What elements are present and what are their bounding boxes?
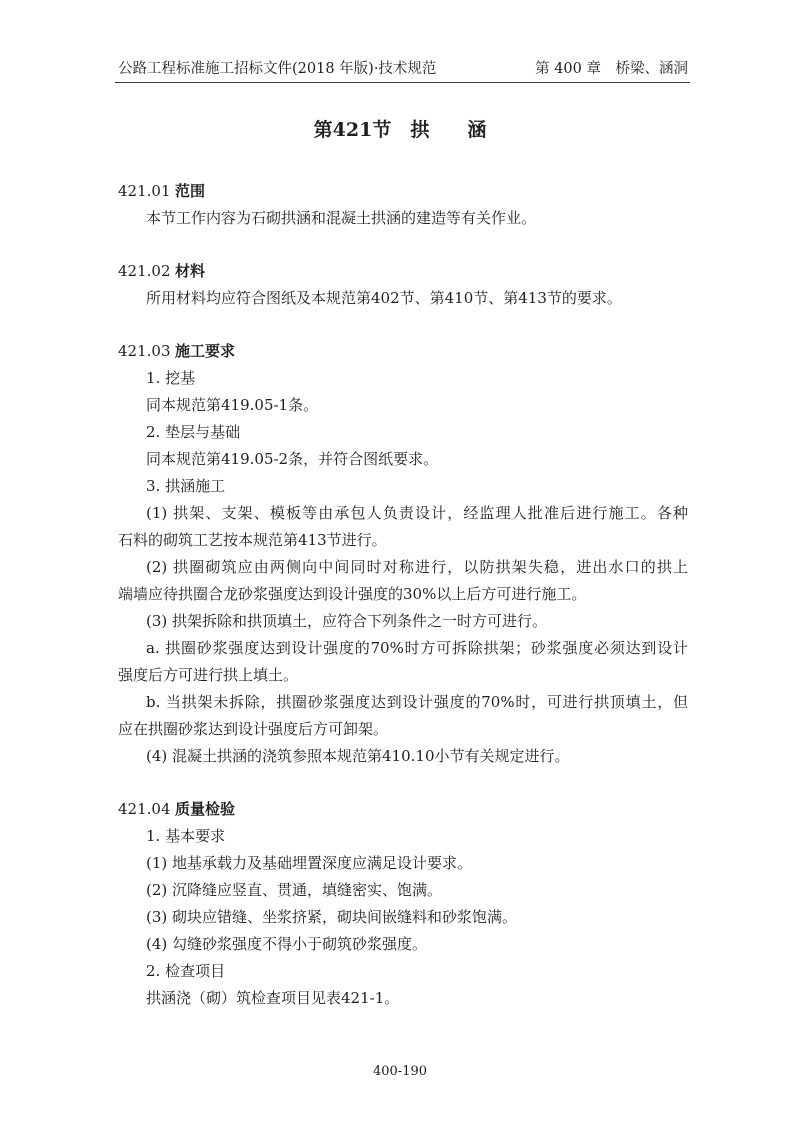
section-title: 材料 (175, 262, 206, 280)
paragraph-line: 同本规范第419.05-1条。 (146, 396, 319, 414)
section-421-02 (118, 258, 688, 312)
section-heading (118, 258, 688, 285)
section-title: 施工要求 (175, 342, 236, 360)
list-item (118, 554, 688, 608)
paragraph-line: 石料的砌筑工艺按本规范第413节进行。 (118, 531, 387, 549)
item-heading: 2. 检查项目 (146, 962, 226, 980)
paragraph-line: (1) 地基承载力及基础埋置深度应满足设计要求。 (146, 854, 473, 872)
section-heading (118, 338, 688, 365)
header-document-title: 公路工程标准施工招标文件(2018 年版)·技术规范 (118, 61, 437, 77)
list-item (118, 743, 688, 770)
list-item (118, 904, 688, 931)
section-number: 421.02 (118, 262, 171, 280)
section-number: 421.04 (118, 800, 171, 818)
item-heading: 1. 基本要求 (146, 827, 226, 845)
list-item (118, 500, 688, 554)
list-item (118, 635, 688, 689)
paragraph-line: (2) 沉降缝应竖直、贯通，填缝密实、饱满。 (146, 881, 443, 899)
paragraph-line: 拱涵浇（砌）筑检查项目见表421-1。 (146, 989, 400, 1007)
paragraph-line: 本节工作内容为石砌拱涵和混凝土拱涵的建造等有关作业。 (146, 209, 537, 227)
list-item (118, 608, 688, 635)
paragraph-line: b. 当拱架未拆除，拱圈砂浆强度达到设计强度的70%时，可进行拱顶填土，但 (146, 693, 688, 711)
paragraph-line: (1) 拱架、支架、模板等由承包人负责设计，经监理人批准后进行施工。各种 (146, 504, 688, 522)
item-heading: 2. 垫层与基础 (146, 423, 241, 441)
list-item (118, 850, 688, 877)
paragraph-line: a. 拱圈砂浆强度达到设计强度的70%时方可拆除拱架；砂浆强度必须达到设计 (146, 639, 688, 657)
section-number: 421.01 (118, 182, 171, 200)
section-heading (118, 796, 688, 823)
paragraph-line: (4) 勾缝砂浆强度不得小于砌筑砂浆强度。 (146, 935, 428, 953)
paragraph (118, 205, 688, 232)
paragraph-line: (3) 砌块应错缝、坐浆挤紧，砌块间嵌缝料和砂浆饱满。 (146, 908, 518, 926)
page-body (118, 178, 688, 1012)
paragraph-line: 强度后方可进行拱上填土。 (118, 666, 299, 684)
paragraph-line: (2) 拱圈砌筑应由两侧向中间同时对称进行，以防拱架失稳，进出水口的拱上 (146, 558, 688, 576)
section-number: 421.03 (118, 342, 171, 360)
paragraph-line: (3) 拱架拆除和拱顶填土，应符合下列条件之一时方可进行。 (146, 612, 548, 630)
paragraph (118, 985, 688, 1012)
section-heading (118, 178, 688, 205)
paragraph (118, 285, 688, 312)
paragraph (118, 392, 688, 419)
item-heading: 1. 挖基 (146, 369, 196, 387)
list-item (118, 689, 688, 743)
section-421-03 (118, 338, 688, 770)
paragraph-line: 所用材料均应符合图纸及本规范第402节、第410节、第413节的要求。 (146, 289, 622, 307)
section-421-01 (118, 178, 688, 232)
paragraph-line: (4) 混凝土拱涵的浇筑参照本规范第410.10小节有关规定进行。 (146, 747, 570, 765)
list-item (118, 877, 688, 904)
page-number: 400-190 (372, 1064, 428, 1079)
running-header (115, 56, 690, 83)
header-chapter: 第 400 章 桥梁、涵洞 (535, 61, 688, 77)
section-title: 范围 (175, 182, 206, 200)
paragraph-line: 应在拱圈砂浆达到设计强度后方可卸架。 (118, 720, 389, 738)
section-421-04 (118, 796, 688, 1012)
page-title: 第421节 拱 涵 (313, 119, 487, 141)
section-title: 质量检验 (175, 800, 236, 818)
paragraph-line: 同本规范第419.05-2条，并符合图纸要求。 (146, 450, 439, 468)
list-item (118, 931, 688, 958)
paragraph (118, 446, 688, 473)
paragraph-line: 端墙应待拱圈合龙砂浆强度达到设计强度的30%以上后方可进行施工。 (118, 585, 587, 603)
item-heading: 3. 拱涵施工 (146, 477, 226, 495)
